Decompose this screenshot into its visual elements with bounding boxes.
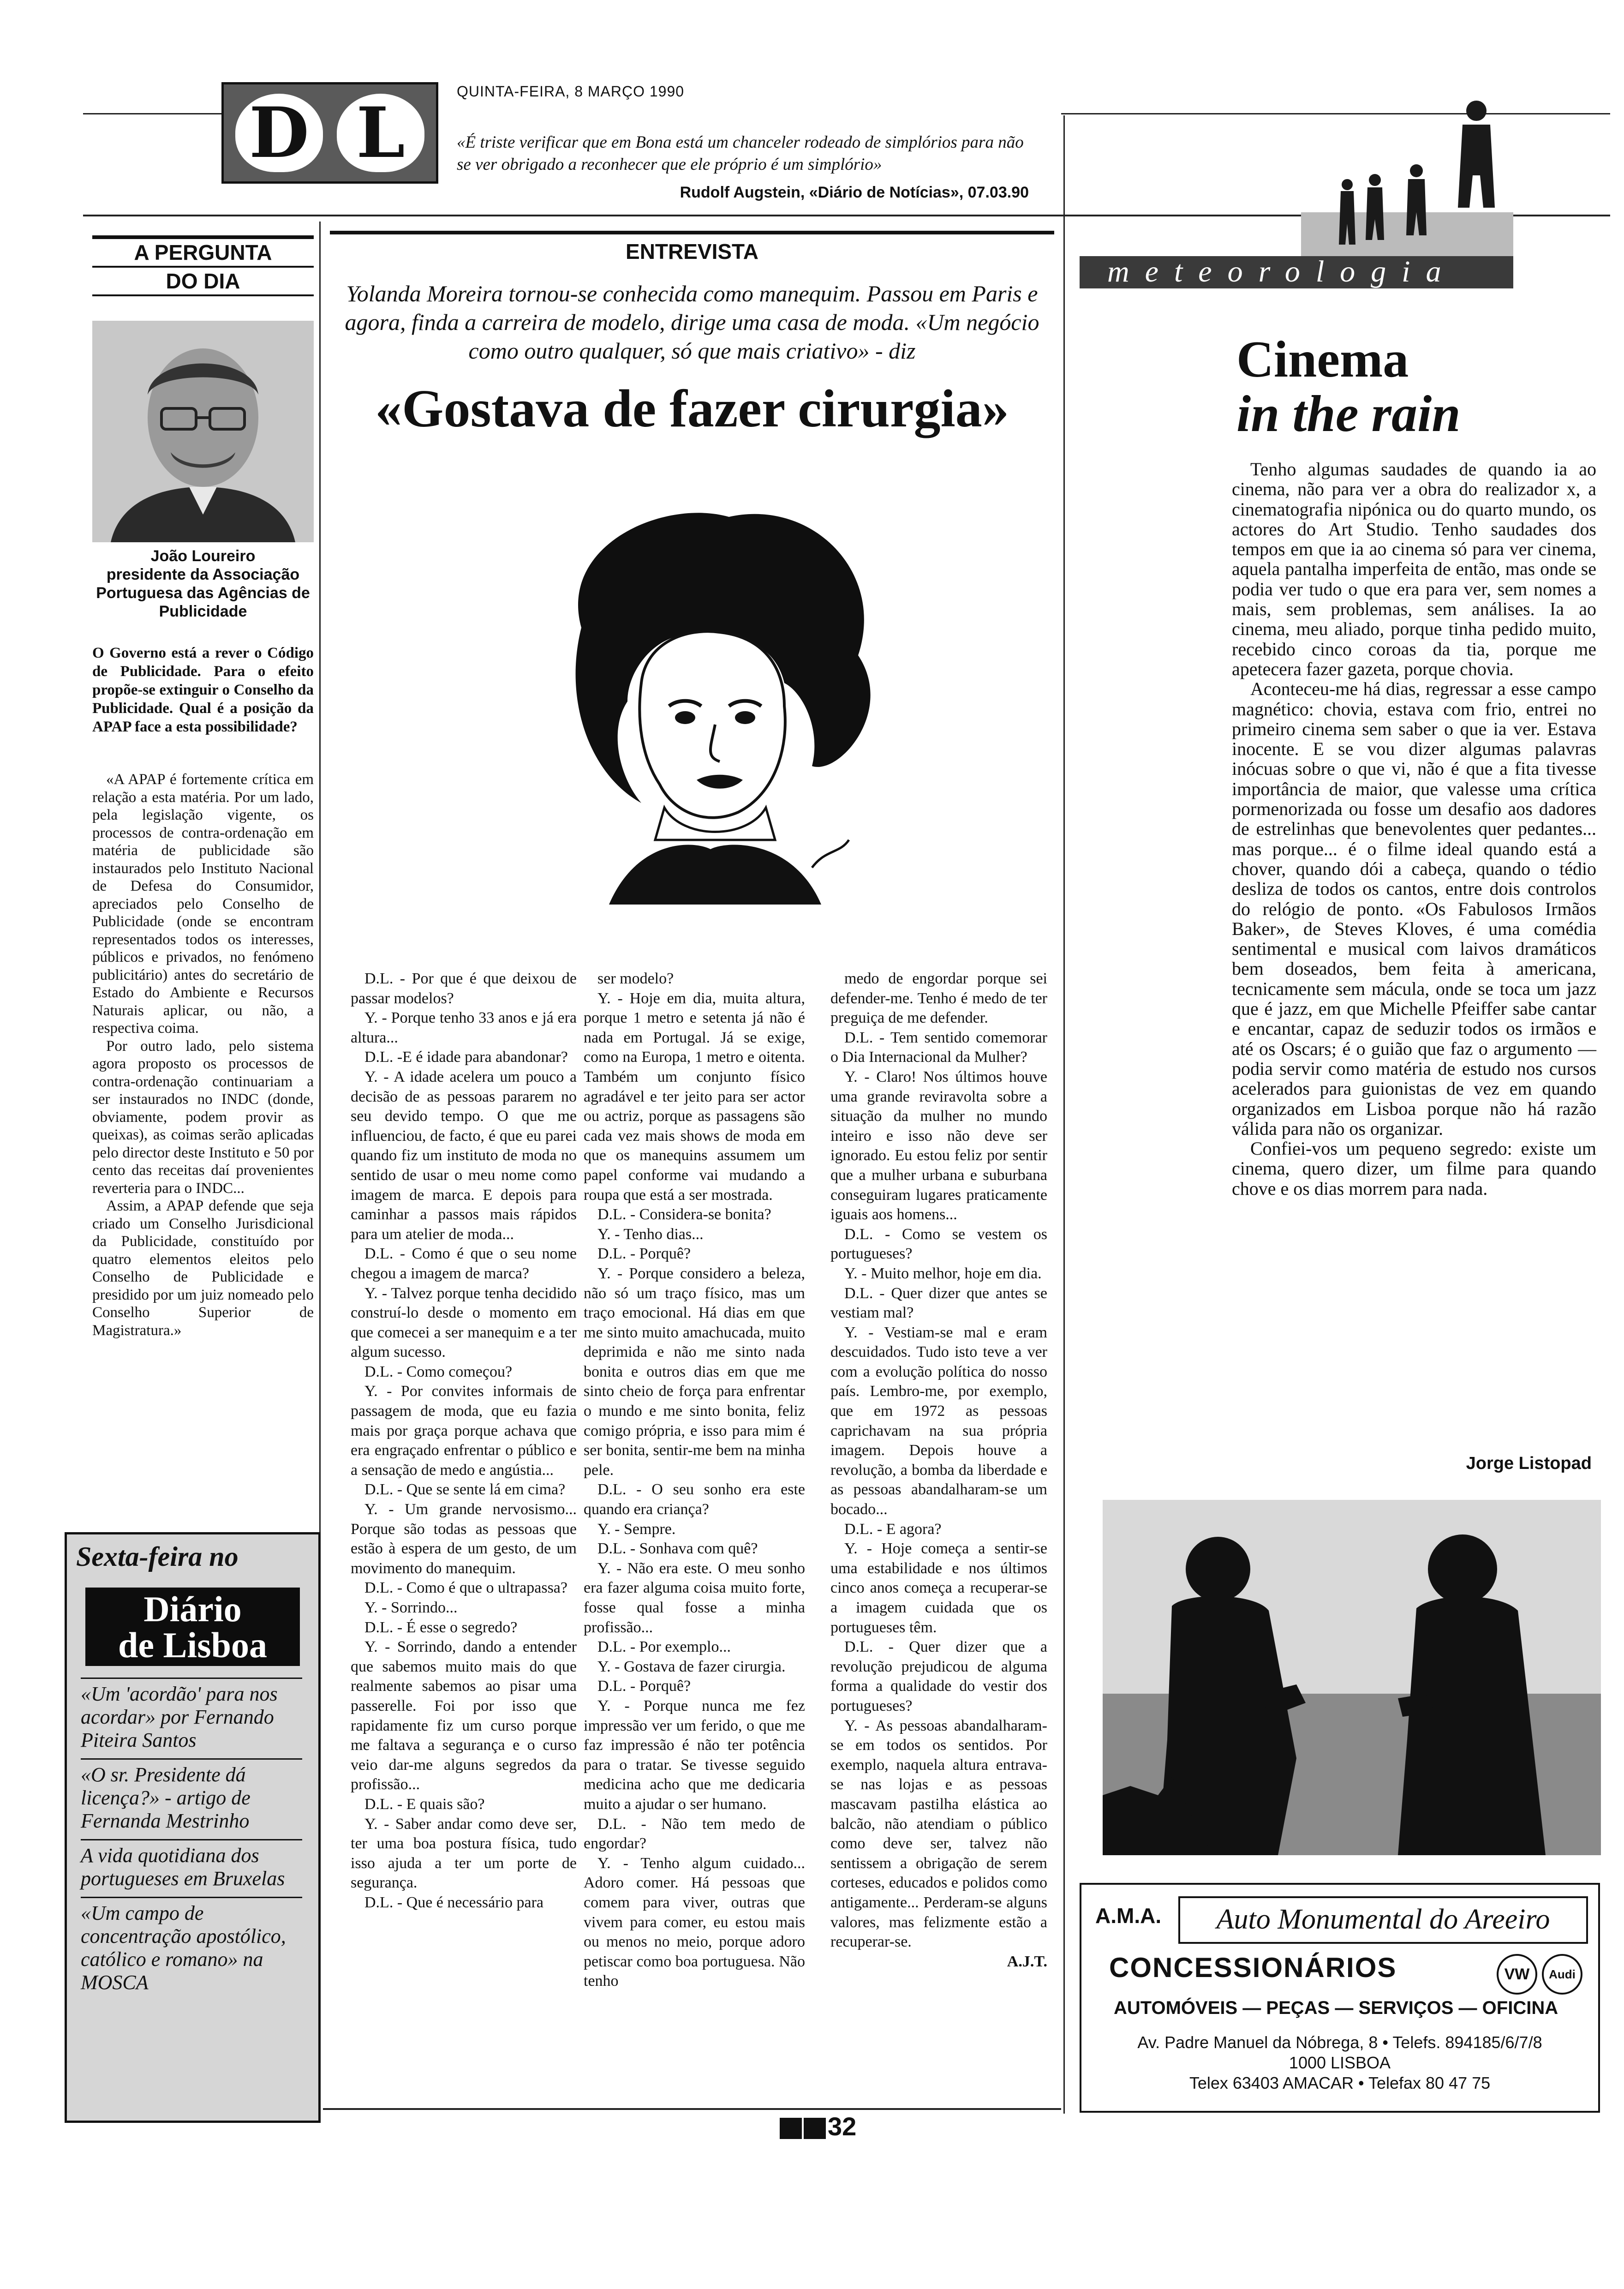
interview-paragraph: Y. - Um grande nervosismo... Porque são todas as pessoas que estão à espera de um gesto, de um movimento do manequim. xyxy=(351,1501,577,1577)
interview-column-2 xyxy=(584,969,805,1991)
ad-concessionarios: CONCESSIONÁRIOS xyxy=(1109,1952,1397,1983)
car-dealer-advertisement xyxy=(1080,1883,1600,2113)
promo-item: A vida quotidiana dos portugueses em Bruxelas xyxy=(81,1839,302,1897)
interview-paragraph: Y. - Tenho algum cuidado... Adoro comer. Há pessoas que comem para viver, outras que vivem para comer, eu estou mais ou menos no meio, porque adoro petiscar como boa portuguesa. Não tenho xyxy=(584,1854,805,1990)
meteorologia-label: meteorologia xyxy=(1107,255,1457,288)
page-number xyxy=(780,2111,856,2141)
vw-logo-icon: VW xyxy=(1497,1954,1537,1995)
interview-paragraph: Y. - Talvez porque tenha decidido construí-lo desde o momento em que comecei a ser manequim e a ter algum sucesso. xyxy=(351,1284,577,1361)
ad-dealer-name: Auto Monumental do Areeiro xyxy=(1178,1896,1588,1944)
interview-paragraph: D.L. -E é idade para abandonar? xyxy=(364,1049,568,1066)
meteorologia-band xyxy=(1080,256,1513,288)
walking-figures-graphic xyxy=(1301,92,1513,323)
promo-heading: Sexta-feira no xyxy=(76,1541,239,1572)
ad-ama-label: A.M.A. xyxy=(1095,1904,1162,1928)
promo-box xyxy=(65,1532,321,2123)
interview-intro: Yolanda Moreira tornou-se conhecida como manequim. Passou em Paris e agora, finda a carreira de modelo, dirige uma casa de moda. «Um negócio como outro qualquer, só que mais criativo» - diz xyxy=(345,281,1039,364)
footer-logo-icon xyxy=(780,2118,802,2139)
audi-logo-icon: Audi xyxy=(1542,1954,1582,1995)
logo-line-1: Diário xyxy=(143,1589,242,1629)
interview-paragraph: D.L. - Que se sente lá em cima? xyxy=(364,1481,566,1498)
interview-paragraph: Y. - Hoje em dia, muita altura, porque 1 metro e setenta já não é nada em Portugal. Já se exige, como na Europa, 1 metro e oitenta. Também um conjunto físico agradável e ter jeito para ser actor ou actriz, porque as passagens são cada vez mais shows de moda em que os manequins assumem um papel conforme vai mudando a roupa que está a ser mostrada. xyxy=(584,989,805,1204)
logo-letter-l: L xyxy=(337,94,424,172)
footer-rule xyxy=(323,2108,1061,2110)
interview-paragraph: D.L. - E quais são? xyxy=(364,1795,485,1813)
interview-paragraph: D.L. - Considera-se bonita? xyxy=(597,1206,771,1223)
interview-paragraph: Y. - Tenho dias... xyxy=(597,1225,704,1243)
answer-text xyxy=(92,771,314,1339)
interview-paragraph: Y. - Porque considero a beleza, não só um traço físico, mas um traço emocional. Há dias em que me sinto muito amachucada, muito deprimida e não me sinto nada bonita e outros dias em que me sinto cheio de força para enfrentar o mundo e me sinto bonita, feliz comigo própria, e isso para mim é ser bonita, sentir-me bem na minha pele. xyxy=(584,1264,805,1479)
interview-paragraph: D.L. - Não tem medo de engordar? xyxy=(584,1815,805,1852)
interview-column-1 xyxy=(351,969,577,1913)
page-number-value: 32 xyxy=(828,2112,857,2141)
section-title-line-2: DO DIA xyxy=(92,268,314,296)
portrait-caption xyxy=(92,547,314,621)
interview-paragraph: D.L. - Quer dizer que a revolução prejudicou de alguma forma a qualidade do vestir dos portugueses? xyxy=(830,1638,1047,1714)
interview-signature: A.J.T. xyxy=(1007,1953,1047,1970)
section-title-line-1: A PERGUNTA xyxy=(92,235,314,268)
interview-paragraph: D.L. - Por exemplo... xyxy=(597,1638,731,1656)
quote-of-the-day: «É triste verificar que em Bona está um chanceler rodeado de simplórios para não se ver obrigado a reconhecer que ele próprio é um simplório» xyxy=(457,133,1024,174)
promo-item: «Um 'acordão' para nos acordar» por Fernando Piteira Santos xyxy=(81,1678,302,1758)
interview-paragraph: Y. - Não era este. O meu sonho era fazer alguma coisa muito forte, fosse qual fosse a minha profissão... xyxy=(584,1559,805,1636)
ad-services: AUTOMÓVEIS — PEÇAS — SERVIÇOS — OFICINA xyxy=(1114,1998,1558,2018)
portrait-illustration-yolanda xyxy=(489,489,932,932)
cinema-column-text xyxy=(1232,459,1596,1198)
interview-column-3 xyxy=(830,969,1047,1971)
column-paragraph: Tenho algumas saudades de quando ia ao cinema, não para ver a obra do realizador x, a cinematografia nipónica ou do quarto mundo, os actores do Art Studio. Tenho saudades dos tempos em que ia ao cinema só para ver cinema, aquela pantalha imperfeita de então, mas onde se podia ver tudo o que era para ver, sem nomes a mais, sem problemas, sem análises. Ia ao cinema, meu aliado, porque tinha pedido muito, recebido cinco coroas da tia, porque me apetecera fazer gazeta, porque chovia. xyxy=(1232,459,1596,679)
interview-paragraph: Y. - Gostava de fazer cirurgia. xyxy=(597,1658,786,1675)
column-author: Jorge Listopad xyxy=(1466,1454,1592,1473)
logo-line-2: de Lisboa xyxy=(118,1625,267,1665)
interview-paragraph: D.L. - Porquê? xyxy=(597,1678,691,1695)
question-of-the-day: O Governo está a rever o Código de Publicidade. Para o efeito propõe-se extinguir o Conselho da Publicidade. Qual é a posição da APAP face a esta possibilidade? xyxy=(92,645,314,735)
interview-paragraph: D.L. - É esse o segredo? xyxy=(364,1618,518,1636)
column-divider-right xyxy=(1063,115,1065,2114)
interview-paragraph: D.L. - Sonhava com quê? xyxy=(597,1540,758,1558)
interview-paragraph: D.L. - Como é que o ultrapassa? xyxy=(364,1579,567,1597)
interview-paragraph: Y. - Sempre. xyxy=(597,1520,676,1538)
interview-headline: «Gostava de fazer cirurgia» xyxy=(375,379,1009,438)
answer-paragraph: Assim, a APAP defende que seja criado um Conselho Jurisdicional da Publicidade, constituído por quatro elementos eleitos pelo Conselho de Publicidade e presidido por um juiz nomeado pelo Conselho Superior de Magistratura.» xyxy=(92,1198,314,1339)
interview-paragraph: Y. - A idade acelera um pouco a decisão de as pessoas pararem no seu devido tempo. O que me influenciou, de facto, é que eu parei quando fiz um instituto de moda no sentido de usar o meu nome como imagem de marca. E depois para caminhar a passos mais rápidos para um atelier de moda... xyxy=(351,1068,577,1243)
figures-drawing xyxy=(1301,92,1513,323)
column-title xyxy=(1236,332,1513,441)
ad-brand-logos xyxy=(1497,1954,1582,1995)
interview-paragraph: medo de engordar porque sei defender-me. Tenho é medo de ter preguiça de me defender. xyxy=(830,970,1047,1027)
quote-attribution: Rudolf Augstein, «Diário de Notícias», 07.03.90 xyxy=(680,184,1029,201)
interview-paragraph: Y. - Hoje começa a sentir-se uma estabilidade e nos últimos cinco anos começa a recuperar-se a imagem cuidada que os portugueses têm. xyxy=(830,1540,1047,1636)
ad-address-block xyxy=(1100,2032,1580,2093)
silhouette-drawing xyxy=(1103,1500,1601,1855)
ad-city: 1000 LISBOA xyxy=(1289,2053,1391,2072)
interview-paragraph: Y. - Vestiam-se mal e eram descuidados. Tudo isto teve a ver com a evolução política do nosso país. Lembro-me, por exemplo, que em 1972 as pessoas caprichavam na sua própria imagem. Depois houve a revolução, a bomba da liberdade e as pessoas abandalharam-se um bocado... xyxy=(830,1324,1047,1518)
promo-list xyxy=(81,1678,302,2001)
title-line-1: Cinema xyxy=(1236,331,1409,388)
interview-paragraph: Y. - Claro! Nos últimos houve uma grande reviravolta sobre a situação da mulher no mundo inteiro e isso não deve ser ignorado. Eu estou feliz por sentir que a mulher urbana e suburbana conseguiram lugares praticamente iguais aos homens... xyxy=(830,1068,1047,1223)
interview-paragraph: D.L. - Como se vestem os portugueses? xyxy=(830,1225,1047,1263)
dl-logo xyxy=(221,82,438,184)
header-rule-left xyxy=(83,113,221,114)
interview-paragraph: D.L. - E agora? xyxy=(844,1520,942,1538)
footer-logo-icon xyxy=(804,2118,826,2139)
interview-paragraph: Y. - Por convites informais de passagem de moda, que eu fazia mais por graça porque achava que era engraçado enfrentar o público e a sensação de medo e angústia... xyxy=(351,1383,577,1479)
section-kicker: ENTREVISTA xyxy=(330,231,1054,264)
interview-paragraph: Y. - Saber andar como deve ser, ter uma boa postura física, tudo isso ajuda a ter um porte de segurança. xyxy=(351,1815,577,1892)
caption-role: presidente da Associação Portuguesa das Agências de Publicidade xyxy=(96,566,310,620)
interview-paragraph: D.L. - Como é que o seu nome chegou a imagem de marca? xyxy=(351,1245,577,1282)
column-paragraph: Aconteceu-me há dias, regressar a esse campo magnético: chovia, estava com frio, entrei no primeiro cinema sem saber o que ia ver. Estava inocente. E se vou dizer algumas palavras inócuas sobre o que vi, não é que a fita tivesse importância de maior, que valesse uma crítica pormenorizada ou fosse um desafio aos dadores de estrelinhas que benevolentes quer pedantes... mas porque... é o filme ideal quando está a chover, quando dói a cabeça, quando o tédio desliza de todos os cantos, entre dois controlos do relógio de ponto. «Os Fabulosos Irmãos Baker», de Steves Kloves, é uma comédia sentimental e musical com laivos dramáticos bem doseados, bem feita à americana, tecnicamente sem mácula, onde se toca um jazz que é jazz, em que Michelle Pfeiffer sabe cantar e encantar, capaz de seduzir todos os irmãos e até os Oscars; é o guião que faz o argumento — podia servir como matéria de estudo nos cursos acelerados para guionistas de vez em quando organizados em Lisboa porque não há razão válida para não os organizar. xyxy=(1232,678,1596,1139)
interview-paragraph: D.L. - O seu sonho era este quando era criança? xyxy=(584,1481,805,1518)
interview-paragraph: D.L. - Tem sentido comemorar o Dia Internacional da Mulher? xyxy=(830,1029,1047,1066)
interview-paragraph: Y. - As pessoas abandalharam-se em todos os sentidos. Por exemplo, naquela altura entrava-se nas lojas e as pessoas mascavam pastilha elástica ao balcão, não atendiam o público como deve ser, talvez não sentissem a obrigação de serem corteses, educados e polidos como antigamente... Perderam-se alguns valores, mas felizmente estão a recuperar-se. xyxy=(830,1717,1047,1951)
illustration-drawing xyxy=(489,489,932,932)
film-still-silhouette xyxy=(1103,1500,1601,1855)
interview-paragraph: ser modelo? xyxy=(597,970,674,987)
interview-paragraph: D.L. - Que é necessário para xyxy=(364,1894,543,1911)
interview-paragraph: Y. - Sorrindo... xyxy=(364,1599,458,1616)
section-title-pergunta xyxy=(92,235,314,296)
interview-paragraph: Y. - Sorrindo, dando a entender que sabemos muito mais do que realmente sabemos ao pisar uma passerelle. Foi por isso que rapidamente fiz um curso porque me faltava a segurança e o curso veio dar-me alguns segredos da profissão... xyxy=(351,1638,577,1793)
promo-item: «Um campo de concentração apostólico, católico e romano» na MOSCA xyxy=(81,1897,302,2001)
interview-paragraph: D.L. - Quer dizer que antes se vestiam mal? xyxy=(830,1284,1047,1322)
interview-paragraph: D.L. - Porquê? xyxy=(597,1245,691,1263)
answer-paragraph: «A APAP é fortemente crítica em relação a esta matéria. Por um lado, pela legislação vigente, os processos de contra-ordenação em matéria de publicidade são instaurados pelo Instituto Nacional de Defesa do Consumidor, apreciados pelo Conselho de Publicidade (onde se encontram representados todos os interesses, públicos e privados, no fenómeno publicitário) antes do secretário de Estado do Ambiente e Recursos Naturais aplicar, ou não, a respectiva coima. xyxy=(92,771,314,1037)
caption-name: João Loureiro xyxy=(150,547,256,565)
interview-paragraph: D.L. - Como começou? xyxy=(364,1363,513,1380)
title-line-2: in the rain xyxy=(1236,385,1461,443)
column-paragraph: Confiei-vos um pequeno segredo: existe um cinema, quero dizer, um filme para quando chove e os dias morrem para nada. xyxy=(1232,1138,1596,1199)
interview-paragraph: Y. - Porque nunca me fez impressão ver um ferido, o que me faz impressão é não ter potência para o tratar. Se tivesse seguido medicina acho que me dedicaria muito a ajudar o ser humano. xyxy=(584,1697,805,1813)
interview-paragraph: Y. - Porque tenho 33 anos e já era altura... xyxy=(351,1009,577,1046)
ad-address: Av. Padre Manuel da Nóbrega, 8 • Telefs. 894185/6/7/8 xyxy=(1137,2033,1542,2052)
interview-paragraph: Y. - Muito melhor, hoje em dia. xyxy=(844,1264,1042,1282)
promo-item: «O sr. Presidente dá licença?» - artigo de Fernanda Mestrinho xyxy=(81,1758,302,1839)
diario-de-lisboa-logo xyxy=(85,1588,300,1666)
dateline: QUINTA-FEIRA, 8 MARÇO 1990 xyxy=(457,83,685,100)
interview-paragraph: D.L. - Por que é que deixou de passar modelos? xyxy=(351,970,577,1007)
portrait-photo xyxy=(92,321,314,542)
logo-letter-d: D xyxy=(235,94,323,172)
answer-paragraph: Por outro lado, pelo sistema agora proposto os processos de contra-ordenação continuariam a ser instaurados no INDC (donde, obviamente, podem provir as queixas), as coimas serão aplicadas pelo director deste Instituto e 50 por cento das receitas daí provenientes reverteria para o INDC... xyxy=(92,1037,314,1197)
ad-telex: Telex 63403 AMACAR • Telefax 80 47 75 xyxy=(1189,2073,1491,2092)
portrait-illustration xyxy=(92,321,314,542)
